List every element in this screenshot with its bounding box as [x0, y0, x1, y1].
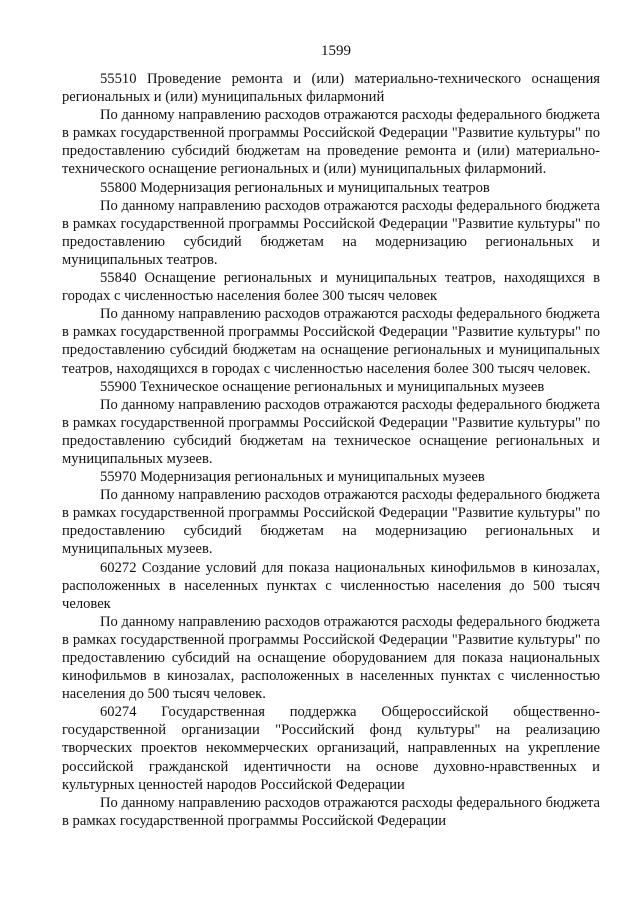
section-body-55510: По данному направлению расходов отражаются расходы федерального бюджета в рамках государственной программы Российской Федерации "Развитие культуры" по предоставлению субсидий бюджетам на проведение ремонта и (или) материально-технического оснащение региональных и (или) муниципальных филармоний.: [62, 107, 600, 178]
document-page: [62, 42, 600, 830]
section-heading-60272: 60272 Создание условий для показа национальных кинофильмов в кинозалах, расположенных в населенных пунктах с численностью населения до 500 тысяч человек: [62, 559, 600, 612]
section-heading-55510: 55510 Проведение ремонта и (или) материально-технического оснащения региональных и (или) муниципальных филармоний: [62, 71, 600, 106]
section-heading-55900: 55900 Техническое оснащение региональных и муниципальных музеев: [100, 378, 545, 395]
section-body-55900: По данному направлению расходов отражаются расходы федерального бюджета в рамках государственной программы Российской Федерации "Развитие культуры" по предоставлению субсидий бюджетам на техническое оснащение региональных и муниципальных музеев.: [62, 396, 600, 467]
section-heading-55800: 55800 Модернизация региональных и муниципальных театров: [100, 179, 490, 196]
section-body-60274: По данному направлению расходов отражаются расходы федерального бюджета в рамках государственной программы Российской Федерации: [62, 794, 600, 829]
page-number: 1599: [321, 43, 351, 59]
section-body-55800: По данному направлению расходов отражаются расходы федерального бюджета в рамках государственной программы Российской Федерации "Развитие культуры" по предоставлению субсидий бюджетам на модернизацию региональных и муниципальных театров.: [62, 197, 600, 268]
section-body-55970: По данному направлению расходов отражаются расходы федерального бюджета в рамках государственной программы Российской Федерации "Развитие культуры" по предоставлению субсидий бюджетам на модернизацию региональных и муниципальных музеев.: [62, 487, 600, 558]
section-heading-55970: 55970 Модернизация региональных и муниципальных музеев: [100, 469, 485, 486]
section-heading-55840: 55840 Оснащение региональных и муниципальных театров, находящихся в городах с численностью населения более 300 тысяч человек: [62, 270, 600, 305]
section-body-60272: По данному направлению расходов отражаются расходы федерального бюджета в рамках государственной программы Российской Федерации "Развитие культуры" по предоставлению субсидий на оснащение оборудованием для показа национальных кинофильмов в кинозалах, расположенных в населенных пунктах с численностью населения до 500 тысяч человек.: [62, 613, 600, 703]
section-heading-60274: 60274 Государственная поддержка Общероссийской общественно-государственной организации "Российский фонд культуры" на реализацию творческих проектов некоммерческих организаций, направленных на укрепление российской гражданской идентичности на основе духовно-нравственных и культурных ценностей народов Российской Федерации: [62, 704, 600, 793]
section-body-55840: По данному направлению расходов отражаются расходы федерального бюджета в рамках государственной программы Российской Федерации "Развитие культуры" по предоставлению субсидий бюджетам на оснащение региональных и муниципальных театров, находящихся в городах с численностью населения более 300 тысяч человек.: [62, 306, 600, 377]
